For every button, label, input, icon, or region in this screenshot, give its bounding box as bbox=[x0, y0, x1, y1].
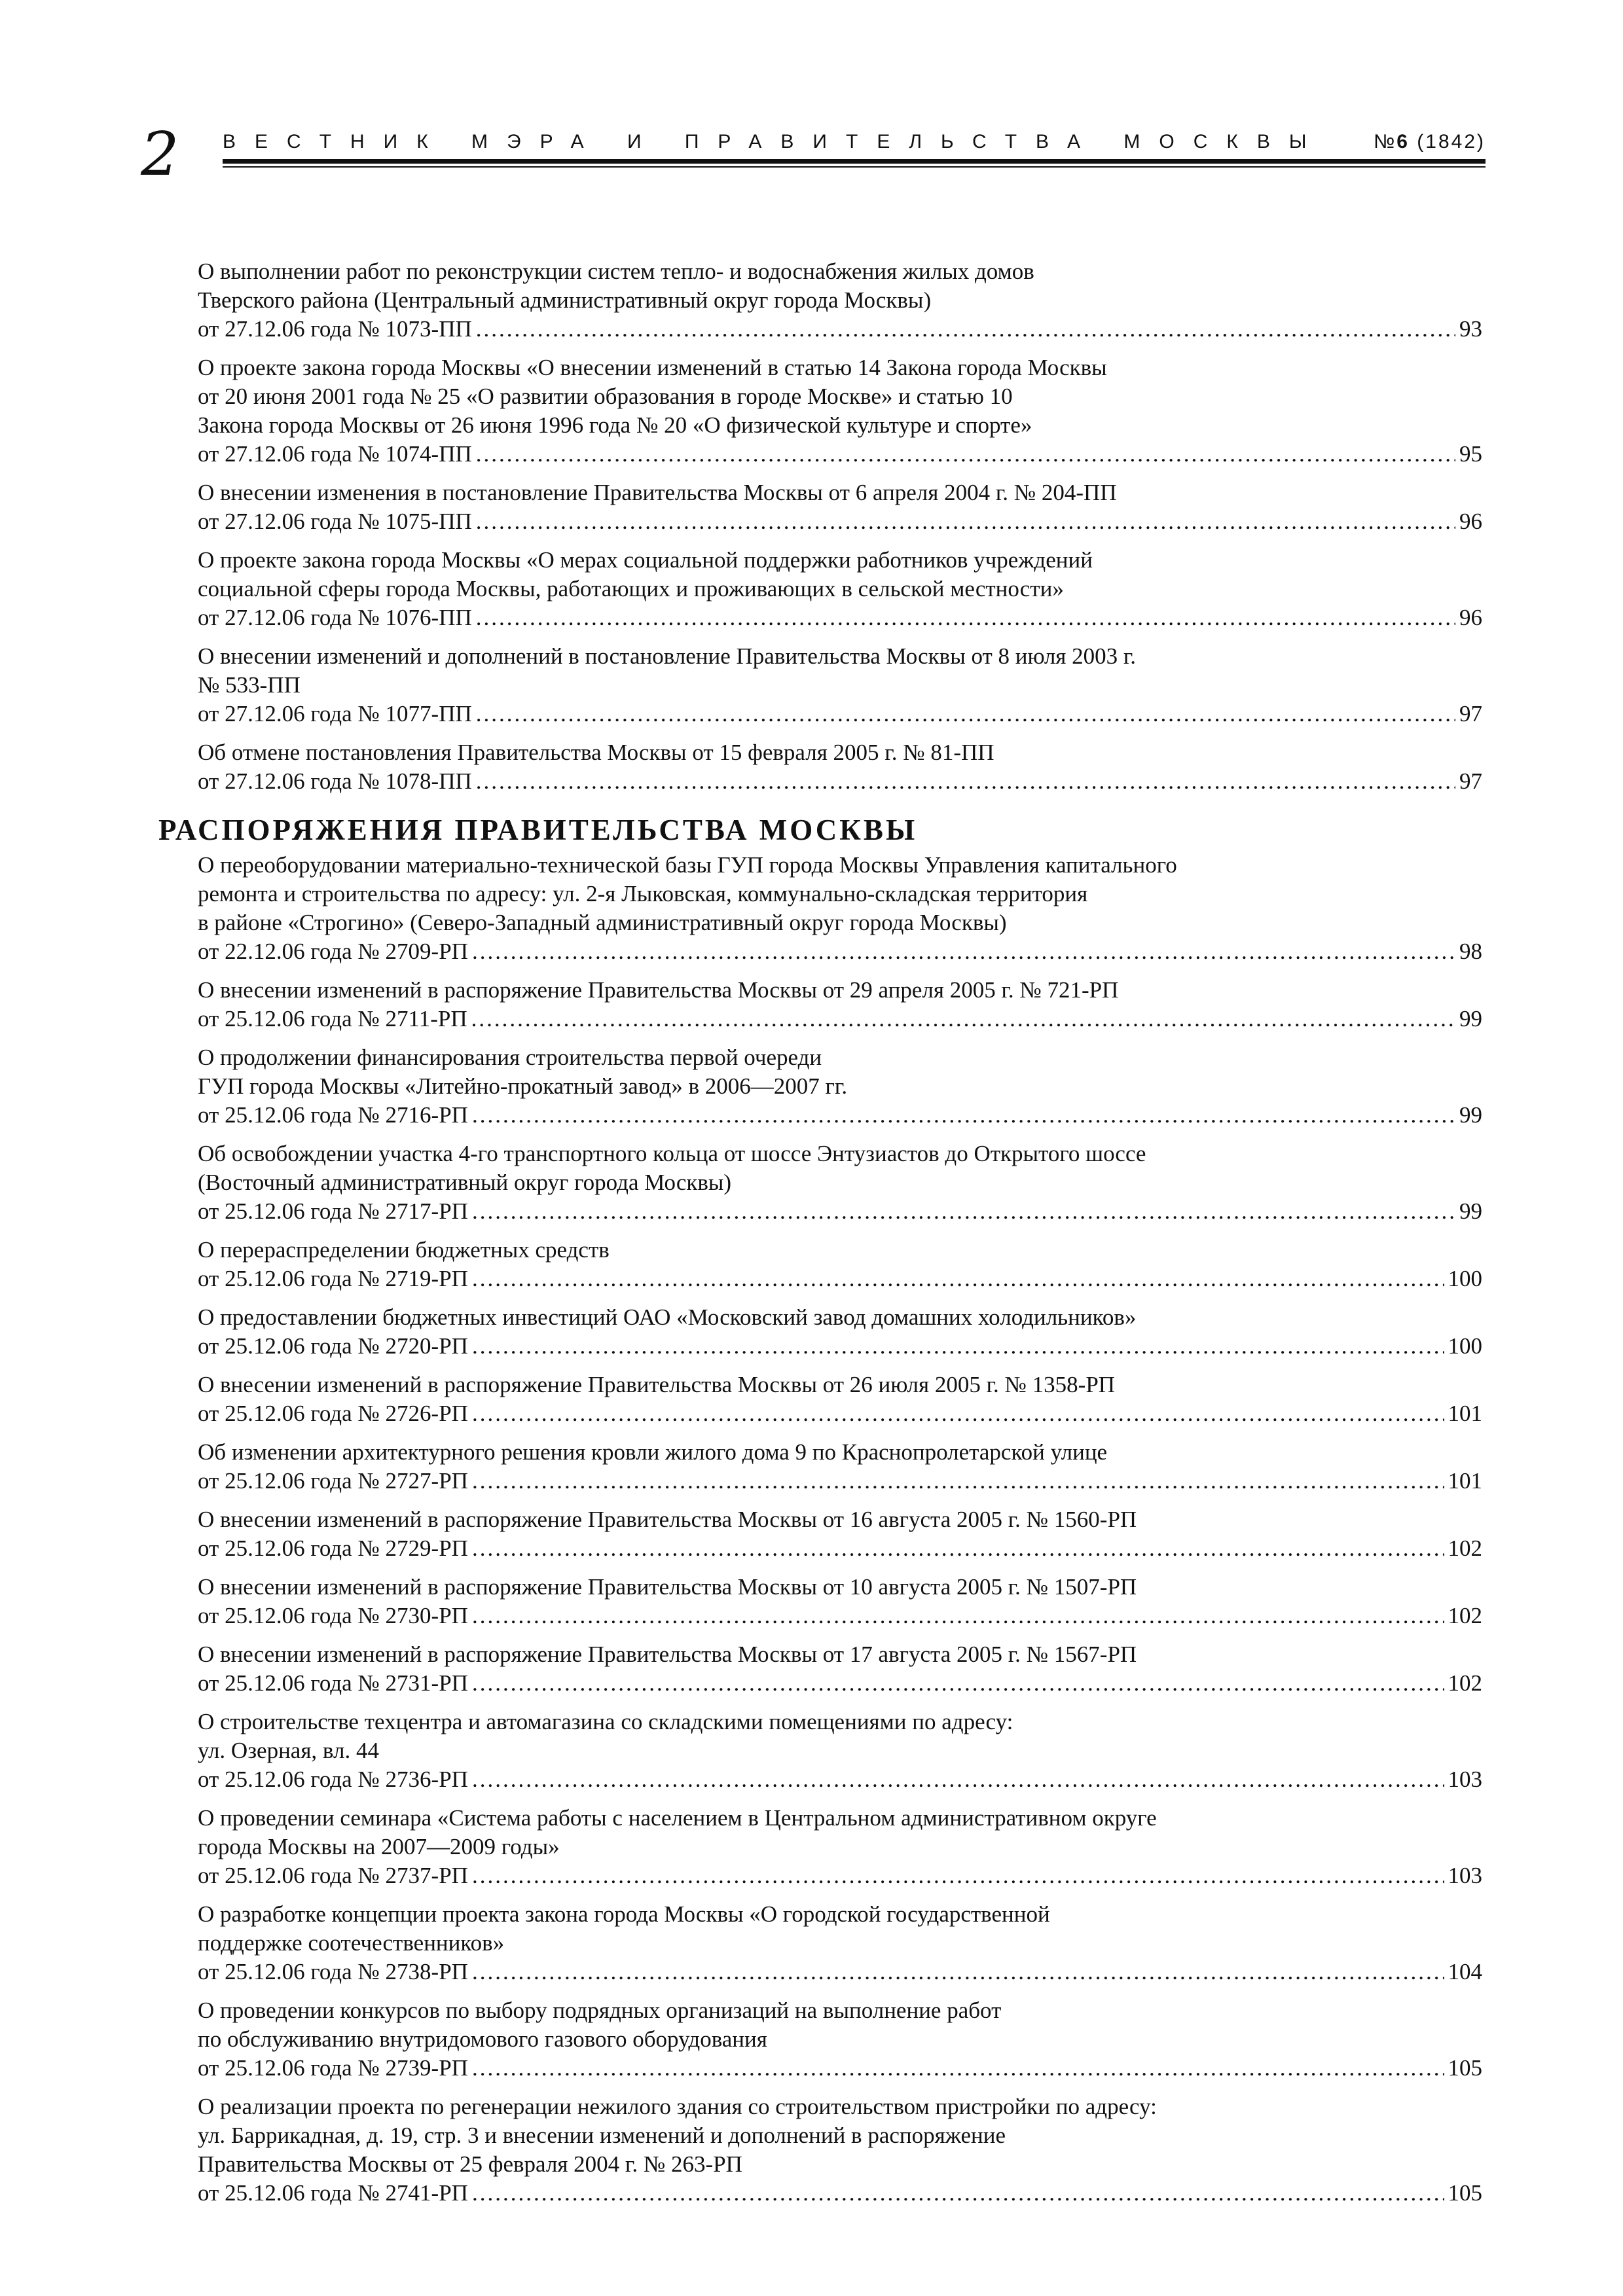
section-heading: РАСПОРЯЖЕНИЯ ПРАВИТЕЛЬСТВА МОСКВЫ bbox=[158, 814, 918, 846]
entry-title: О выполнении работ по реконструкции систем тепло- и водоснабжения жилых домов Тверского района (Центральный административный округ города Москвы) bbox=[198, 259, 1034, 313]
dot-leader bbox=[472, 1197, 1455, 1226]
entry-document-ref: от 25.12.06 года № 2739-РП bbox=[198, 2054, 468, 2081]
dot-leader bbox=[472, 1958, 1444, 1986]
entry-reference-line bbox=[198, 1765, 1482, 1794]
entry-title: О проведении конкурсов по выбору подрядных организаций на выполнение работ по обслуживанию внутридомового газового оборудования bbox=[198, 1997, 1002, 2052]
running-header bbox=[223, 131, 1486, 153]
entry-reference-line bbox=[198, 440, 1482, 469]
entry-title: О перераспределении бюджетных средств bbox=[198, 1236, 610, 1263]
entry-page-number: 105 bbox=[1448, 2179, 1482, 2206]
dot-leader bbox=[472, 1861, 1444, 1890]
entry-title: О внесении изменений в распоряжение Правительства Москвы от 16 августа 2005 г. № 1560-РП bbox=[198, 1506, 1137, 1532]
header-rule-thick bbox=[223, 159, 1486, 164]
dot-leader bbox=[476, 603, 1455, 632]
entry-page-number: 103 bbox=[1448, 1862, 1482, 1888]
entry-document-ref: от 25.12.06 года № 2738-РП bbox=[198, 1958, 468, 1984]
entry-page-number: 103 bbox=[1448, 1766, 1482, 1792]
entry-document-ref: от 27.12.06 года № 1077-ПП bbox=[198, 701, 472, 726]
toc-entry bbox=[198, 2092, 1482, 2208]
toc-entry bbox=[198, 1043, 1482, 1130]
dot-leader bbox=[476, 700, 1455, 728]
toc-section bbox=[198, 257, 1482, 796]
entry-page-number: 95 bbox=[1459, 441, 1482, 467]
dot-leader bbox=[472, 1765, 1444, 1794]
entry-document-ref: от 27.12.06 года № 1078-ПП bbox=[198, 768, 472, 794]
entry-page-number: 98 bbox=[1459, 938, 1482, 964]
entry-title: О реализации проекта по регенерации нежилого здания со строительством пристройки по адресу: ул. Баррикадная, д. 19, стр. 3 и внесении изменений и дополнений в распоряжение Правительства Москвы от 25 февраля 2004 г. № 263-РП bbox=[198, 2093, 1157, 2177]
entry-title: О переоборудовании материально-технической базы ГУП города Москвы Управления капитального ремонта и строительства по адресу: ул. 2-я Лыковская, коммунально-складская территория в районе «Строгино» (Северо-Западный административный округ города Москвы) bbox=[198, 852, 1177, 935]
entry-reference-line bbox=[198, 1265, 1482, 1293]
dot-leader bbox=[472, 1602, 1444, 1630]
entry-title: О внесении изменений в распоряжение Правительства Москвы от 10 августа 2005 г. № 1507-РП bbox=[198, 1573, 1137, 1600]
entry-document-ref: от 25.12.06 года № 2711-РП bbox=[198, 1005, 467, 1031]
dot-leader bbox=[472, 1669, 1444, 1698]
toc-entry bbox=[198, 1900, 1482, 1986]
entry-title: О внесении изменений в распоряжение Правительства Москвы от 17 августа 2005 г. № 1567-РП bbox=[198, 1641, 1137, 1667]
entry-document-ref: от 25.12.06 года № 2719-РП bbox=[198, 1265, 468, 1291]
entry-document-ref: от 22.12.06 года № 2709-РП bbox=[198, 938, 468, 964]
entry-title: Об освобождении участка 4-го транспортного кольца от шоссе Энтузиастов до Открытого шоссе (Восточный административный округ города Москвы) bbox=[198, 1140, 1146, 1195]
entry-document-ref: от 25.12.06 года № 2736-РП bbox=[198, 1766, 468, 1792]
header-rule-thin bbox=[223, 166, 1486, 168]
toc-entry bbox=[198, 1708, 1482, 1794]
entry-title: О проекте закона города Москвы «О внесении изменений в статью 14 Закона города Москвы от 20 июня 2001 года № 25 «О развитии образования в городе Москве» и статью 10 Закона города Москвы от 26 июня 1996 года № 20 «О физической культуре и спорте» bbox=[198, 355, 1107, 438]
dot-leader bbox=[471, 1005, 1455, 1033]
entry-document-ref: от 25.12.06 года № 2741-РП bbox=[198, 2179, 468, 2206]
toc-entry bbox=[198, 976, 1482, 1033]
entry-page-number: 102 bbox=[1448, 1602, 1482, 1628]
toc-entry bbox=[198, 642, 1482, 728]
dot-leader bbox=[472, 1467, 1444, 1496]
entry-title: Об изменении архитектурного решения кровли жилого дома 9 по Краснопролетарской улице bbox=[198, 1439, 1108, 1465]
entry-document-ref: от 25.12.06 года № 2737-РП bbox=[198, 1862, 468, 1888]
entry-reference-line bbox=[198, 1197, 1482, 1226]
entry-page-number: 102 bbox=[1448, 1535, 1482, 1561]
dot-leader bbox=[472, 1265, 1444, 1293]
dot-leader bbox=[472, 2054, 1444, 2083]
entry-title: О предоставлении бюджетных инвестиций ОАО «Московский завод домашних холодильников» bbox=[198, 1304, 1137, 1330]
dot-leader bbox=[476, 315, 1455, 344]
entry-reference-line bbox=[198, 1602, 1482, 1630]
entry-page-number: 97 bbox=[1459, 768, 1482, 794]
entry-title: О строительстве техцентра и автомагазина со складскими помещениями по адресу: ул. Озерная, вл. 44 bbox=[198, 1708, 1013, 1763]
entry-document-ref: от 25.12.06 года № 2727-РП bbox=[198, 1467, 468, 1494]
entry-reference-line bbox=[198, 1005, 1482, 1033]
entry-page-number: 101 bbox=[1448, 1400, 1482, 1426]
toc-entry bbox=[198, 1371, 1482, 1428]
toc-entry bbox=[198, 738, 1482, 796]
entry-page-number: 102 bbox=[1448, 1670, 1482, 1696]
entry-page-number: 96 bbox=[1459, 605, 1482, 630]
entry-reference-line bbox=[198, 1669, 1482, 1698]
toc-entry bbox=[198, 1804, 1482, 1890]
entry-page-number: 101 bbox=[1448, 1467, 1482, 1494]
entry-reference-line bbox=[198, 767, 1482, 796]
dot-leader bbox=[472, 1534, 1444, 1563]
entry-document-ref: от 25.12.06 года № 2720-РП bbox=[198, 1333, 468, 1359]
entry-reference-line bbox=[198, 2179, 1482, 2208]
entry-title: О внесении изменений в распоряжение Правительства Москвы от 26 июля 2005 г. № 1358-РП bbox=[198, 1371, 1116, 1397]
entry-page-number: 104 bbox=[1448, 1958, 1482, 1984]
entry-document-ref: от 25.12.06 года № 2726-РП bbox=[198, 1400, 468, 1426]
entry-reference-line bbox=[198, 315, 1482, 344]
entry-title: О проведении семинара «Система работы с населением в Центральном административном округе города Москвы на 2007—2009 годы» bbox=[198, 1804, 1157, 1859]
toc-entry bbox=[198, 1236, 1482, 1293]
entry-reference-line bbox=[198, 2054, 1482, 2083]
entry-reference-line bbox=[198, 1534, 1482, 1563]
entry-reference-line bbox=[198, 603, 1482, 632]
entry-title: О внесении изменения в постановление Правительства Москвы от 6 апреля 2004 г. № 204-ПП bbox=[198, 480, 1117, 505]
dot-leader bbox=[472, 1399, 1444, 1428]
entry-document-ref: от 25.12.06 года № 2716-РП bbox=[198, 1102, 468, 1128]
dot-leader bbox=[476, 767, 1455, 796]
publication-title: ВЕСТНИК МЭРА И ПРАВИТЕЛЬСТВА МОСКВЫ bbox=[223, 131, 1326, 152]
entry-document-ref: от 27.12.06 года № 1074-ПП bbox=[198, 441, 472, 467]
entry-page-number: 97 bbox=[1459, 701, 1482, 726]
entry-reference-line bbox=[198, 1958, 1482, 1986]
toc-entry bbox=[198, 851, 1482, 966]
entry-page-number: 93 bbox=[1459, 316, 1482, 342]
page-number: 2 bbox=[141, 119, 179, 189]
dot-leader bbox=[476, 440, 1455, 469]
entry-title: О внесении изменений и дополнений в постановление Правительства Москвы от 8 июля 2003 г. № 533-ПП bbox=[198, 643, 1137, 698]
issue-number: №6 (1842) bbox=[1374, 131, 1486, 152]
toc-entry bbox=[198, 1505, 1482, 1563]
entry-document-ref: от 25.12.06 года № 2729-РП bbox=[198, 1535, 468, 1561]
entry-document-ref: от 27.12.06 года № 1075-ПП bbox=[198, 509, 472, 534]
toc-section bbox=[158, 814, 1482, 2208]
toc-entry bbox=[198, 478, 1482, 536]
entry-reference-line bbox=[198, 937, 1482, 966]
entry-title: Об отмене постановления Правительства Москвы от 15 февраля 2005 г. № 81-ПП bbox=[198, 740, 994, 765]
entry-title: О разработке концепции проекта закона города Москвы «О городской государственной поддержке соотечественников» bbox=[198, 1901, 1050, 1956]
toc-entry bbox=[198, 1139, 1482, 1226]
entry-page-number: 100 bbox=[1448, 1265, 1482, 1291]
entry-page-number: 105 bbox=[1448, 2054, 1482, 2081]
entry-page-number: 99 bbox=[1459, 1102, 1482, 1128]
entry-reference-line bbox=[198, 1467, 1482, 1496]
entry-reference-line bbox=[198, 1101, 1482, 1130]
dot-leader bbox=[476, 507, 1455, 536]
dot-leader bbox=[472, 1101, 1455, 1130]
entry-reference-line bbox=[198, 507, 1482, 536]
toc-entry bbox=[198, 1303, 1482, 1361]
entry-reference-line bbox=[198, 700, 1482, 728]
entry-document-ref: от 25.12.06 года № 2731-РП bbox=[198, 1670, 468, 1696]
entry-reference-line bbox=[198, 1861, 1482, 1890]
entry-page-number: 99 bbox=[1459, 1198, 1482, 1224]
entry-title: О проекте закона города Москвы «О мерах социальной поддержки работников учреждений социальной сферы города Москвы, работающих и проживающих в сельской местности» bbox=[198, 547, 1093, 601]
entry-document-ref: от 27.12.06 года № 1073-ПП bbox=[198, 316, 472, 342]
table-of-contents bbox=[158, 257, 1482, 2217]
dot-leader bbox=[472, 937, 1455, 966]
entry-reference-line bbox=[198, 1399, 1482, 1428]
entry-title: О внесении изменений в распоряжение Правительства Москвы от 29 апреля 2005 г. № 721-РП bbox=[198, 977, 1119, 1003]
toc-entry bbox=[198, 546, 1482, 632]
entry-document-ref: от 25.12.06 года № 2717-РП bbox=[198, 1198, 468, 1224]
entry-page-number: 99 bbox=[1459, 1005, 1482, 1031]
entry-document-ref: от 27.12.06 года № 1076-ПП bbox=[198, 605, 472, 630]
toc-entry bbox=[198, 353, 1482, 469]
entry-reference-line bbox=[198, 1332, 1482, 1361]
toc-entry bbox=[198, 1996, 1482, 2083]
entry-page-number: 96 bbox=[1459, 509, 1482, 534]
toc-entry bbox=[198, 1640, 1482, 1698]
dot-leader bbox=[472, 1332, 1444, 1361]
entry-title: О продолжении финансирования строительства первой очереди ГУП города Москвы «Литейно-прокатный завод» в 2006—2007 гг. bbox=[198, 1044, 848, 1099]
toc-entry bbox=[198, 1438, 1482, 1496]
toc-entry bbox=[198, 257, 1482, 344]
entry-document-ref: от 25.12.06 года № 2730-РП bbox=[198, 1602, 468, 1628]
dot-leader bbox=[472, 2179, 1444, 2208]
toc-entry bbox=[198, 1573, 1482, 1630]
entry-page-number: 100 bbox=[1448, 1333, 1482, 1359]
